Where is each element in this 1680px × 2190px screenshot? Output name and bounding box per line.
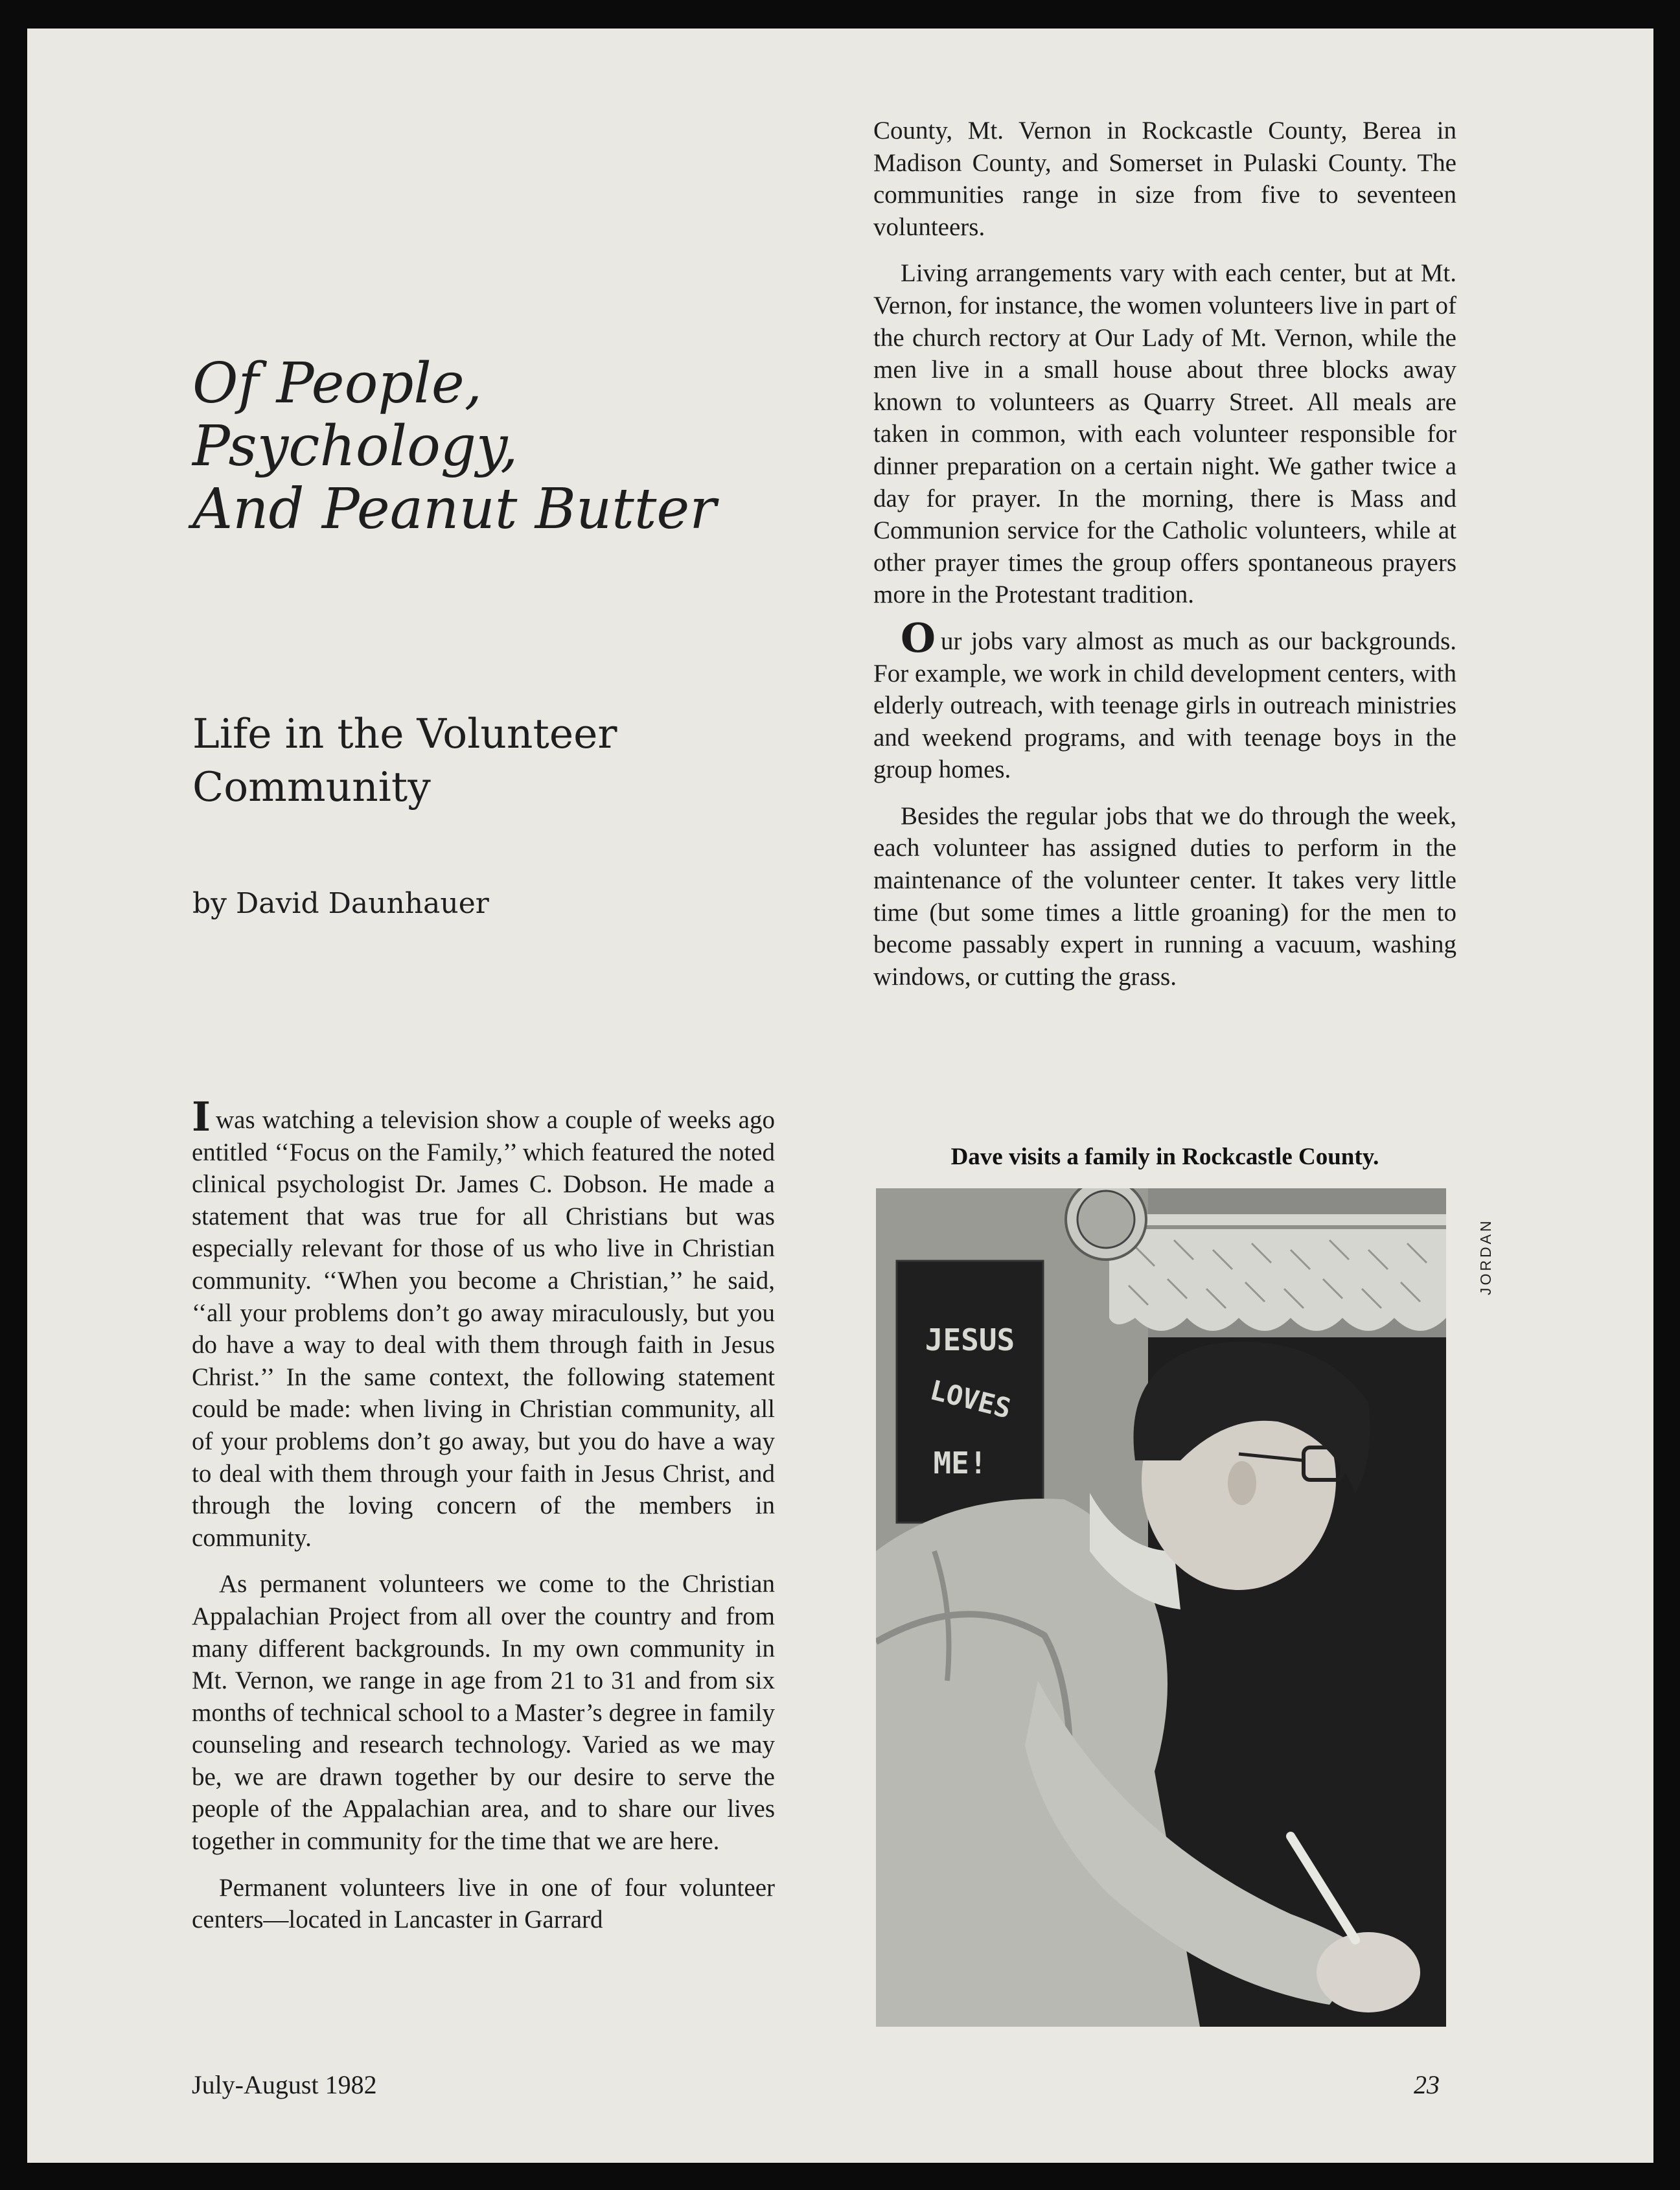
banner-line-1: JESUS bbox=[925, 1322, 1015, 1357]
subtitle-line-2: Community bbox=[192, 763, 431, 811]
left-paragraph-1-text: was watching a television show a couple of weeks ago entitled ‘‘Focus on the Family,’’ which featured the noted clinical psychologist Dr. James C. Dobson. He made a statement that was true for all Christians but was especially relevant for those of us who live in Christian community. ‘‘When you become a Christian,’’ he said, ‘‘all your problems don’t go away miraculously, but you do have a way to deal with them through faith in Jesus Christ.’’ In the same context, the following statement could be made: when living in Christian community, all of your problems don’t go away, but you do have a way to deal with them through your faith in Jesus Christ, and through the loving concern of the members in community. bbox=[192, 1106, 775, 1552]
title-line-3: And Peanut Butter bbox=[192, 477, 717, 542]
left-text-column bbox=[192, 1093, 775, 1950]
right-paragraph-3 bbox=[873, 614, 1456, 786]
drop-cap: I bbox=[192, 1093, 211, 1140]
left-paragraph-2: As permanent volunteers we come to the Christian Appalachian Project from all over the country and from many different backgrounds. In my own community in Mt. Vernon, we range in age from 21 to 31 and from six months of technical school to a Master’s degree in family counseling and research technology. Varied as we may be, we are drawn together by our desire to serve the people of the Appalachian area, and to share our lives together in community for the time that we are here. bbox=[192, 1570, 775, 1856]
banner-line-3: ME! bbox=[933, 1446, 987, 1481]
drop-cap: O bbox=[901, 614, 936, 662]
right-paragraph-1: County, Mt. Vernon in Rockcastle County, Berea in Madison County, and Somerset in Pulaski County. The communities range in size from five to seventeen volunteers. bbox=[873, 117, 1456, 241]
right-paragraph-2: Living arrangements vary with each center, but at Mt. Vernon, for instance, the women volunteers live in part of the church rectory at Our Lady of Mt. Vernon, while the men live in a small house about three blocks away known to volunteers as Quarry Street. All meals are taken in common, with each volunteer responsible for dinner preparation on a certain night. We gather twice a day for prayer. In the morning, there is Mass and Communion service for the Catholic volunteers, while at other prayer times the group offers spontaneous prayers more in the Protestant tradition. bbox=[873, 259, 1456, 609]
title-line-1: Of People, bbox=[192, 351, 483, 416]
right-text-column bbox=[873, 115, 1456, 1007]
title-line-2: Psychology, bbox=[192, 414, 518, 479]
issue-date: July-August 1982 bbox=[192, 2070, 377, 2099]
banner-line-2: LOVES bbox=[926, 1374, 1015, 1425]
photo-caption: Dave visits a family in Rockcastle County. bbox=[950, 1144, 1379, 1170]
byline: by David Daunhauer bbox=[192, 887, 489, 920]
photo-illustration bbox=[876, 1188, 1446, 2027]
photo-credit: JORDAN bbox=[1477, 1218, 1494, 1295]
right-paragraph-3-text: ur jobs vary almost as much as our backgrounds. For example, we work in child development centers, with elderly outreach, with teenage girls in outreach ministries and weekend programs, and with teenage boys in the group homes. bbox=[873, 627, 1456, 784]
article-subtitle bbox=[192, 708, 776, 814]
left-paragraph-3: Permanent volunteers live in one of four volunteer centers—located in Lancaster in Garrard bbox=[192, 1873, 775, 1934]
right-paragraph-4: Besides the regular jobs that we do through the week, each volunteer has assigned duties to perform in the maintenance of the volunteer center. It takes very little time (but some times a little groaning) for the men to become passably expert in running a vacuum, washing windows, or cutting the grass. bbox=[873, 801, 1456, 991]
article-title bbox=[192, 352, 776, 541]
left-paragraph-1 bbox=[192, 1093, 775, 1554]
page-number: 23 bbox=[1414, 2070, 1440, 2099]
magazine-page bbox=[27, 29, 1653, 2163]
article-photo bbox=[876, 1188, 1446, 2027]
subtitle-line-1: Life in the Volunteer bbox=[192, 710, 617, 757]
